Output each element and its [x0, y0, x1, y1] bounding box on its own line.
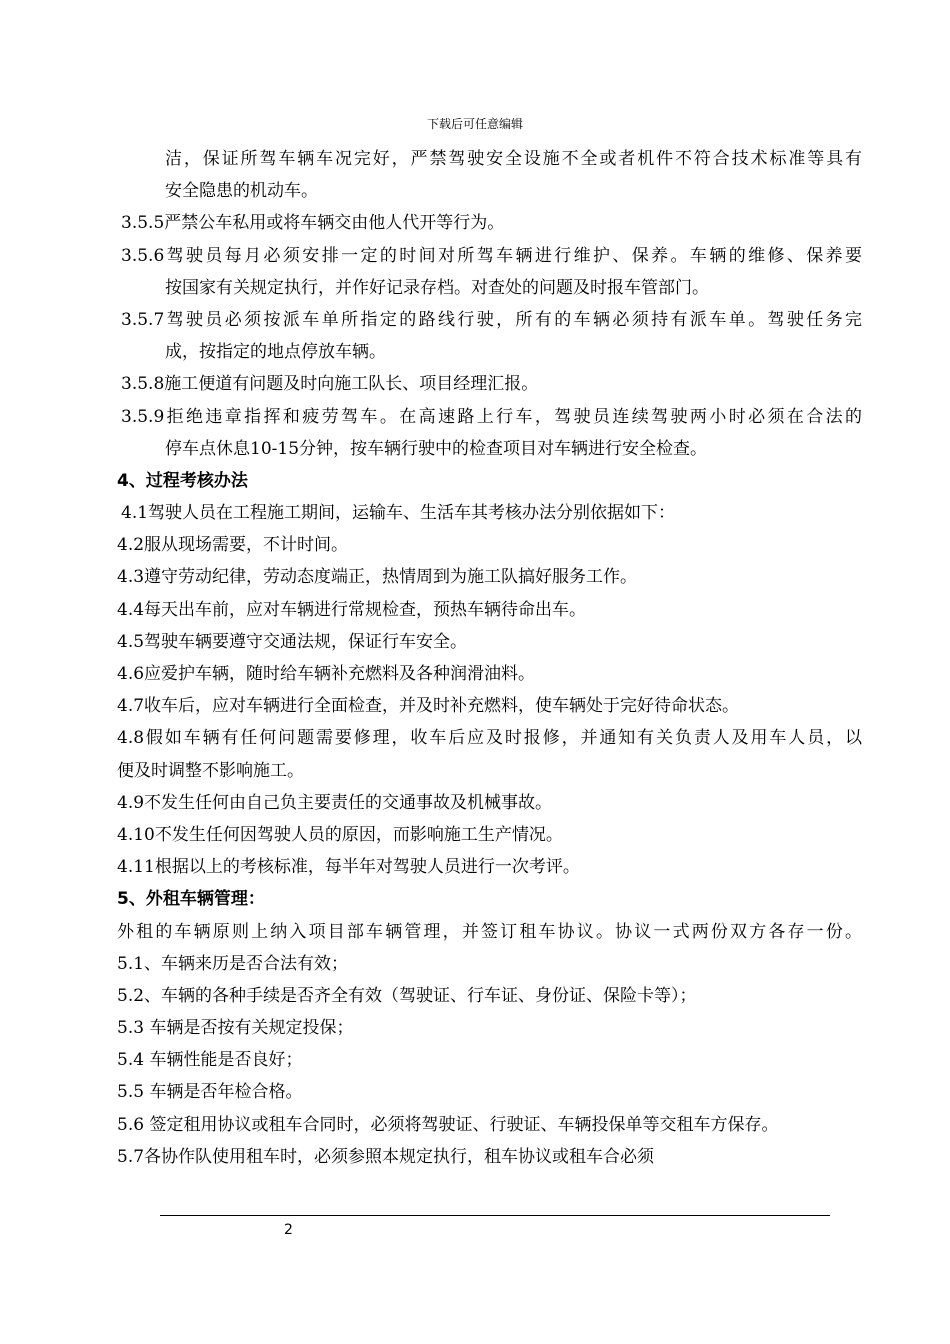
header-note: 下载后可任意编辑: [426, 117, 523, 131]
text-line: 3.5.5严禁公车私用或将车辆交由他人代开等行为。: [121, 213, 505, 234]
text-line: 3.5.7驾驶员必须按派车单所指定的路线行驶，所有的车辆必须持有派车单。驾驶任务完: [121, 309, 862, 330]
text-line: 成，按指定的地点停放车辆。: [165, 342, 386, 363]
text-line: 按国家有关规定执行，并作好记录存档。对查处的问题及时报车管部门。: [165, 277, 709, 298]
text-line: 4.11根据以上的考核标准，每半年对驾驶人员进行一次考评。: [117, 857, 580, 878]
text-line: 4.1驾驶人员在工程施工期间，运输车、生活车其考核办法分别依据如下：: [121, 503, 676, 524]
text-line: 3.5.8施工便道有问题及时向施工队长、项目经理汇报。: [121, 374, 539, 395]
text-line: 5.5 车辆是否年检合格。: [117, 1082, 303, 1103]
text-line: 外租的车辆原则上纳入项目部车辆管理，并签订租车协议。协议一式两份双方各存一份。: [117, 921, 862, 942]
text-line: 5.4 车辆性能是否良好；: [117, 1050, 303, 1071]
text-line: 4.10不发生任何因驾驶人员的原因，而影响施工生产情况。: [117, 824, 563, 845]
section-heading: 5、外租车辆管理：: [117, 889, 265, 910]
text-line: 4.2服从现场需要，不计时间。: [117, 535, 349, 556]
section-heading: 4、过程考核办法: [117, 470, 248, 491]
text-line: 3.5.9拒绝违章指挥和疲劳驾车。在高速路上行车，驾驶员连续驾驶两小时必须在合法的: [121, 406, 862, 427]
text-line: 洁，保证所驾车辆车况完好，严禁驾驶安全设施不全或者机件不符合技术标准等具有: [165, 149, 862, 169]
text-line: 停车点休息10-15分钟，按车辆行驶中的检查项目对车辆进行安全检查。: [165, 438, 708, 459]
text-line: 4.4每天出车前，应对车辆进行常规检查，预热车辆待命出车。: [117, 599, 587, 620]
text-line: 4.3遵守劳动纪律，劳动态度端正，热情周到为施工队搞好服务工作。: [117, 567, 638, 588]
text-line: 5.7各协作队使用租车时，必须参照本规定执行，租车协议或租车合必须: [117, 1146, 655, 1167]
text-line: 5.1、车辆来历是否合法有效；: [117, 953, 349, 974]
text-line: 4.6应爱护车辆，随时给车辆补充燃料及各种润滑油料。: [117, 664, 536, 684]
text-line: 5.6 签定租用协议或租车合同时，必须将驾驶证、行驶证、车辆投保单等交租车方保存。: [117, 1114, 779, 1135]
text-line: 4.7收车后，应对车辆进行全面检查，并及时补充燃料，使车辆处于完好待命状态。: [117, 696, 740, 717]
text-line: 4.9不发生任何由自己负主要责任的交通事故及机械事故。: [117, 792, 553, 813]
text-line: 3.5.6驾驶员每月必须安排一定的时间对所驾车辆进行维护、保养。车辆的维修、保养要: [121, 245, 862, 266]
text-line: 4.5驾驶车辆要遵守交通法规，保证行车安全。: [117, 631, 468, 652]
text-line: 安全隐患的机动车。: [165, 181, 318, 202]
footer-divider: [160, 1215, 830, 1216]
text-line: 5.2、车辆的各种手续是否齐全有效（驾驶证、行车证、身份证、保险卡等）；: [117, 985, 697, 1006]
text-line: 便及时调整不影响施工。: [117, 760, 304, 781]
text-line: 4.8假如车辆有任何问题需要修理，收车后应及时报修，并通知有关负责人及用车人员，以: [117, 728, 862, 749]
page-number: 2: [284, 1222, 293, 1238]
text-line: 5.3 车辆是否按有关规定投保；: [117, 1018, 354, 1039]
document-body: [117, 143, 862, 1173]
